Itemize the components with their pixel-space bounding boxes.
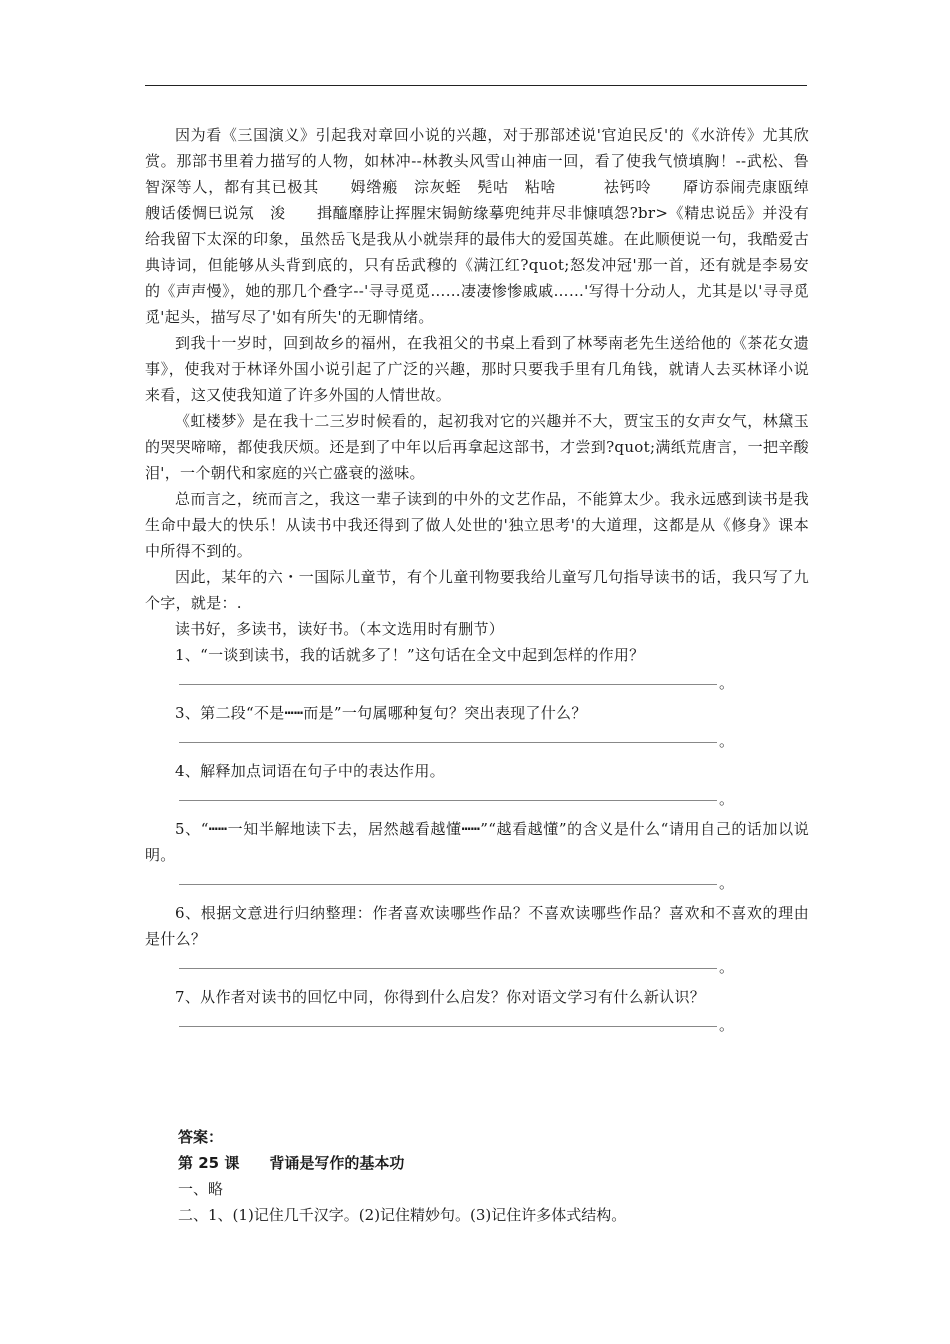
answer-blank[interactable]: 。 <box>179 962 809 976</box>
paragraph: 因为看《三国演义》引起我对章回小说的兴趣，对于那部述说'官迫民反'的《水浒传》尤其欣赏。那部书里着力描写的人物，如林冲--林教头风雪山神庙一回，看了使我气愤填胸！--武松、鲁智深等人，都有其已极其 姆绺瘢 淙灰蛭 髡咕 粘啥 祛钙呤 厣访忝闹壳康瓯绰 艘话倭惆巳说氖 浚 揖醯靡脖让挥腥宋锔鲂缘摹兜纯茾尽非慷嗔怨?br>《精忠说岳》并没有给我留下太深的印象，虽然岳飞是我从小就崇拜的最伟大的爱国英雄。在此顺便说一句，我酷爱古典诗词，但能够从头背到底的，只有岳武穆的《满江红?quot;怒发冲冠'那一首，还有就是李易安的《声声慢》，她的那几个叠字--'寻寻觅觅……凄凄惨惨戚戚……'写得十分动人，尤其是以'寻寻觅觅'起头，描写尽了'如有所失'的无聊情绪。 <box>145 126 825 326</box>
question-4: 4、解释加点词语在句子中的表达作用。 <box>175 762 445 780</box>
header-rule <box>145 85 807 86</box>
answer-blank[interactable]: 。 <box>179 794 809 808</box>
paragraph: 总而言之，统而言之，我这一辈子读到的中外的文艺作品，不能算太少。我永远感到读书是我生命中最大的快乐！从读书中我还得到了做人处世的'独立思考'的大道理，这都是从《修身》课本中所得不到的。 <box>145 490 809 560</box>
paragraph: 读书好，多读书，读好书。（本文选用时有删节） <box>175 620 505 638</box>
answer-blank[interactable]: 。 <box>179 678 809 692</box>
lesson-title: 第 25 课 背诵是写作的基本功 <box>178 1154 405 1172</box>
answer-heading: 答案： <box>178 1128 224 1146</box>
answer-item: 一、略 <box>178 1180 224 1198</box>
answer-blank[interactable]: 。 <box>179 878 809 892</box>
answer-item: 二、1、(1)记住几千汉字。(2)记住精妙句。(3)记住许多体式结构。 <box>178 1206 627 1224</box>
paragraph: 《虹楼梦》是在我十二三岁时候看的，起初我对它的兴趣并不大，贾宝玉的女声女气，林黛玉的哭哭啼啼，都使我厌烦。还是到了中年以后再拿起这部书，才尝到?quot;满纸荒唐言，一把辛酸泪'，一个朝代和家庭的兴亡盛衰的滋味。 <box>145 412 809 482</box>
answer-key <box>178 1124 798 1228</box>
question-5: 5、“┅┅一知半解地读下去，居然越看越懂┅┅”“越看越懂”的含义是什么“请用自己的话加以说明。 <box>145 820 809 864</box>
paragraph: 到我十一岁时，回到故乡的福州，在我祖父的书桌上看到了林琴南老先生送给他的《茶花女遗事》，使我对于林译外国小说引起了广泛的兴趣，那时只要我手里有几角钱，就请人去买林译小说来看，这又使我知道了许多外国的人情世故。 <box>145 334 809 404</box>
paragraph: 因此，某年的六・一国际儿童节，有个儿童刊物要我给儿童写几句指导读书的话，我只写了九个字，就是：. <box>145 568 809 612</box>
answer-blank[interactable]: 。 <box>179 1020 809 1034</box>
question-6: 6、根据文意进行归纳整理：作者喜欢读哪些作品？不喜欢读哪些作品？喜欢和不喜欢的理由是什么？ <box>145 904 809 948</box>
answer-blank[interactable]: 。 <box>179 736 809 750</box>
document-body <box>145 122 825 1042</box>
question-7: 7、从作者对读书的回忆中同，你得到什么启发？你对语文学习有什么新认识？ <box>175 988 706 1006</box>
question-3: 3、第二段“不是┅┅而是”一句属哪种复句？突出表现了什么？ <box>175 704 587 722</box>
question-1: 1、“一谈到读书，我的话就多了！”这句话在全文中起到怎样的作用？ <box>175 646 645 664</box>
